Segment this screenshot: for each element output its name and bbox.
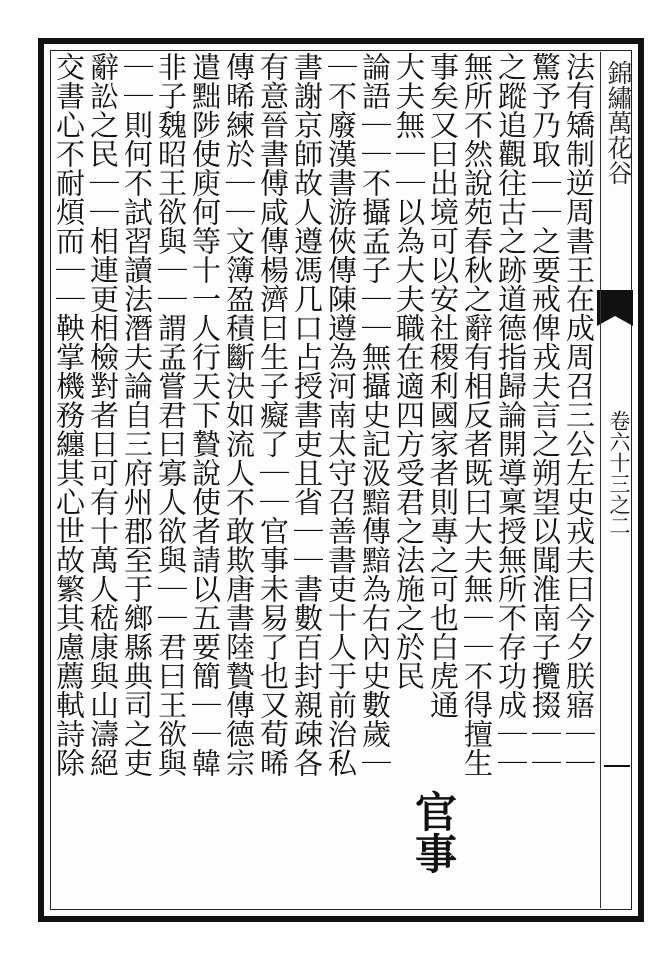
section-heading: 官事	[409, 790, 458, 874]
text-column: 之蹤追觀往古之跡道德指歸論開導稟授無所不存功成｜｜	[494, 52, 528, 777]
text-column: ｜不廢漢書游俠傳陳遵為河南太守召善書吏十人于前治私	[324, 52, 358, 777]
column-rule	[600, 52, 601, 908]
text-column: 辭訟之民｜｜相連更相檢對者日可有十萬人嵇康與山濤絕	[86, 52, 120, 777]
text-column: ｜｜則何不試習讀法潛夫論自三府州郡至于鄉縣典司之吏	[120, 52, 154, 777]
text-column: 有意晉書傅咸傳楊濟曰生子癡了｜｜官事未易了也又荀晞	[256, 52, 290, 777]
fish-tail-ornament	[597, 290, 633, 316]
text-column: 大夫無｜｜以為大夫職在適四方受君之法施之於民	[392, 52, 426, 690]
text-column: 無所不然說苑春秋之辭有相反者既曰大夫無｜｜不得擅生	[460, 52, 494, 777]
text-column: 交書心不耐煩而｜｜鞅掌機務纏其心世故繁其慮薦軾詩除	[52, 52, 86, 777]
text-column: 傳晞練於｜｜文簿盈積斷決如流人不敢欺唐書陸贄傳德宗	[222, 52, 256, 777]
text-column: 驚予乃取｜｜之要戒俾戎夫言之朔望以聞淮南子攬掇｜｜	[528, 52, 562, 777]
fish-tail-notch	[597, 316, 633, 326]
text-column: 遣黜陟使庾何等十一人行天下贄說使者請以五要簡｜｜韓	[188, 52, 222, 777]
page-marker	[604, 765, 630, 767]
text-column: 論語｜｜不攝孟子｜｜無攝史記汲黯傳黯為右內史數歲｜	[358, 52, 392, 777]
text-column: 事矣又曰出境可以安社稷利國家者則專之可也白虎通	[426, 52, 460, 719]
chapter-label: 卷六十三之二	[607, 410, 631, 536]
running-title: 錦繡萬花谷	[604, 60, 633, 185]
text-column: 書謝京師故人遵馮几口占授書吏且省｜｜書數百封親疎各	[290, 52, 324, 777]
text-column: 非子魏昭王欲與｜｜謂孟嘗君曰寡人欲與｜｜君曰王欲與	[154, 52, 188, 777]
text-column: 法有矯制逆周書王在成周召三公左史戎夫曰今夕朕寤｜｜	[562, 52, 596, 777]
